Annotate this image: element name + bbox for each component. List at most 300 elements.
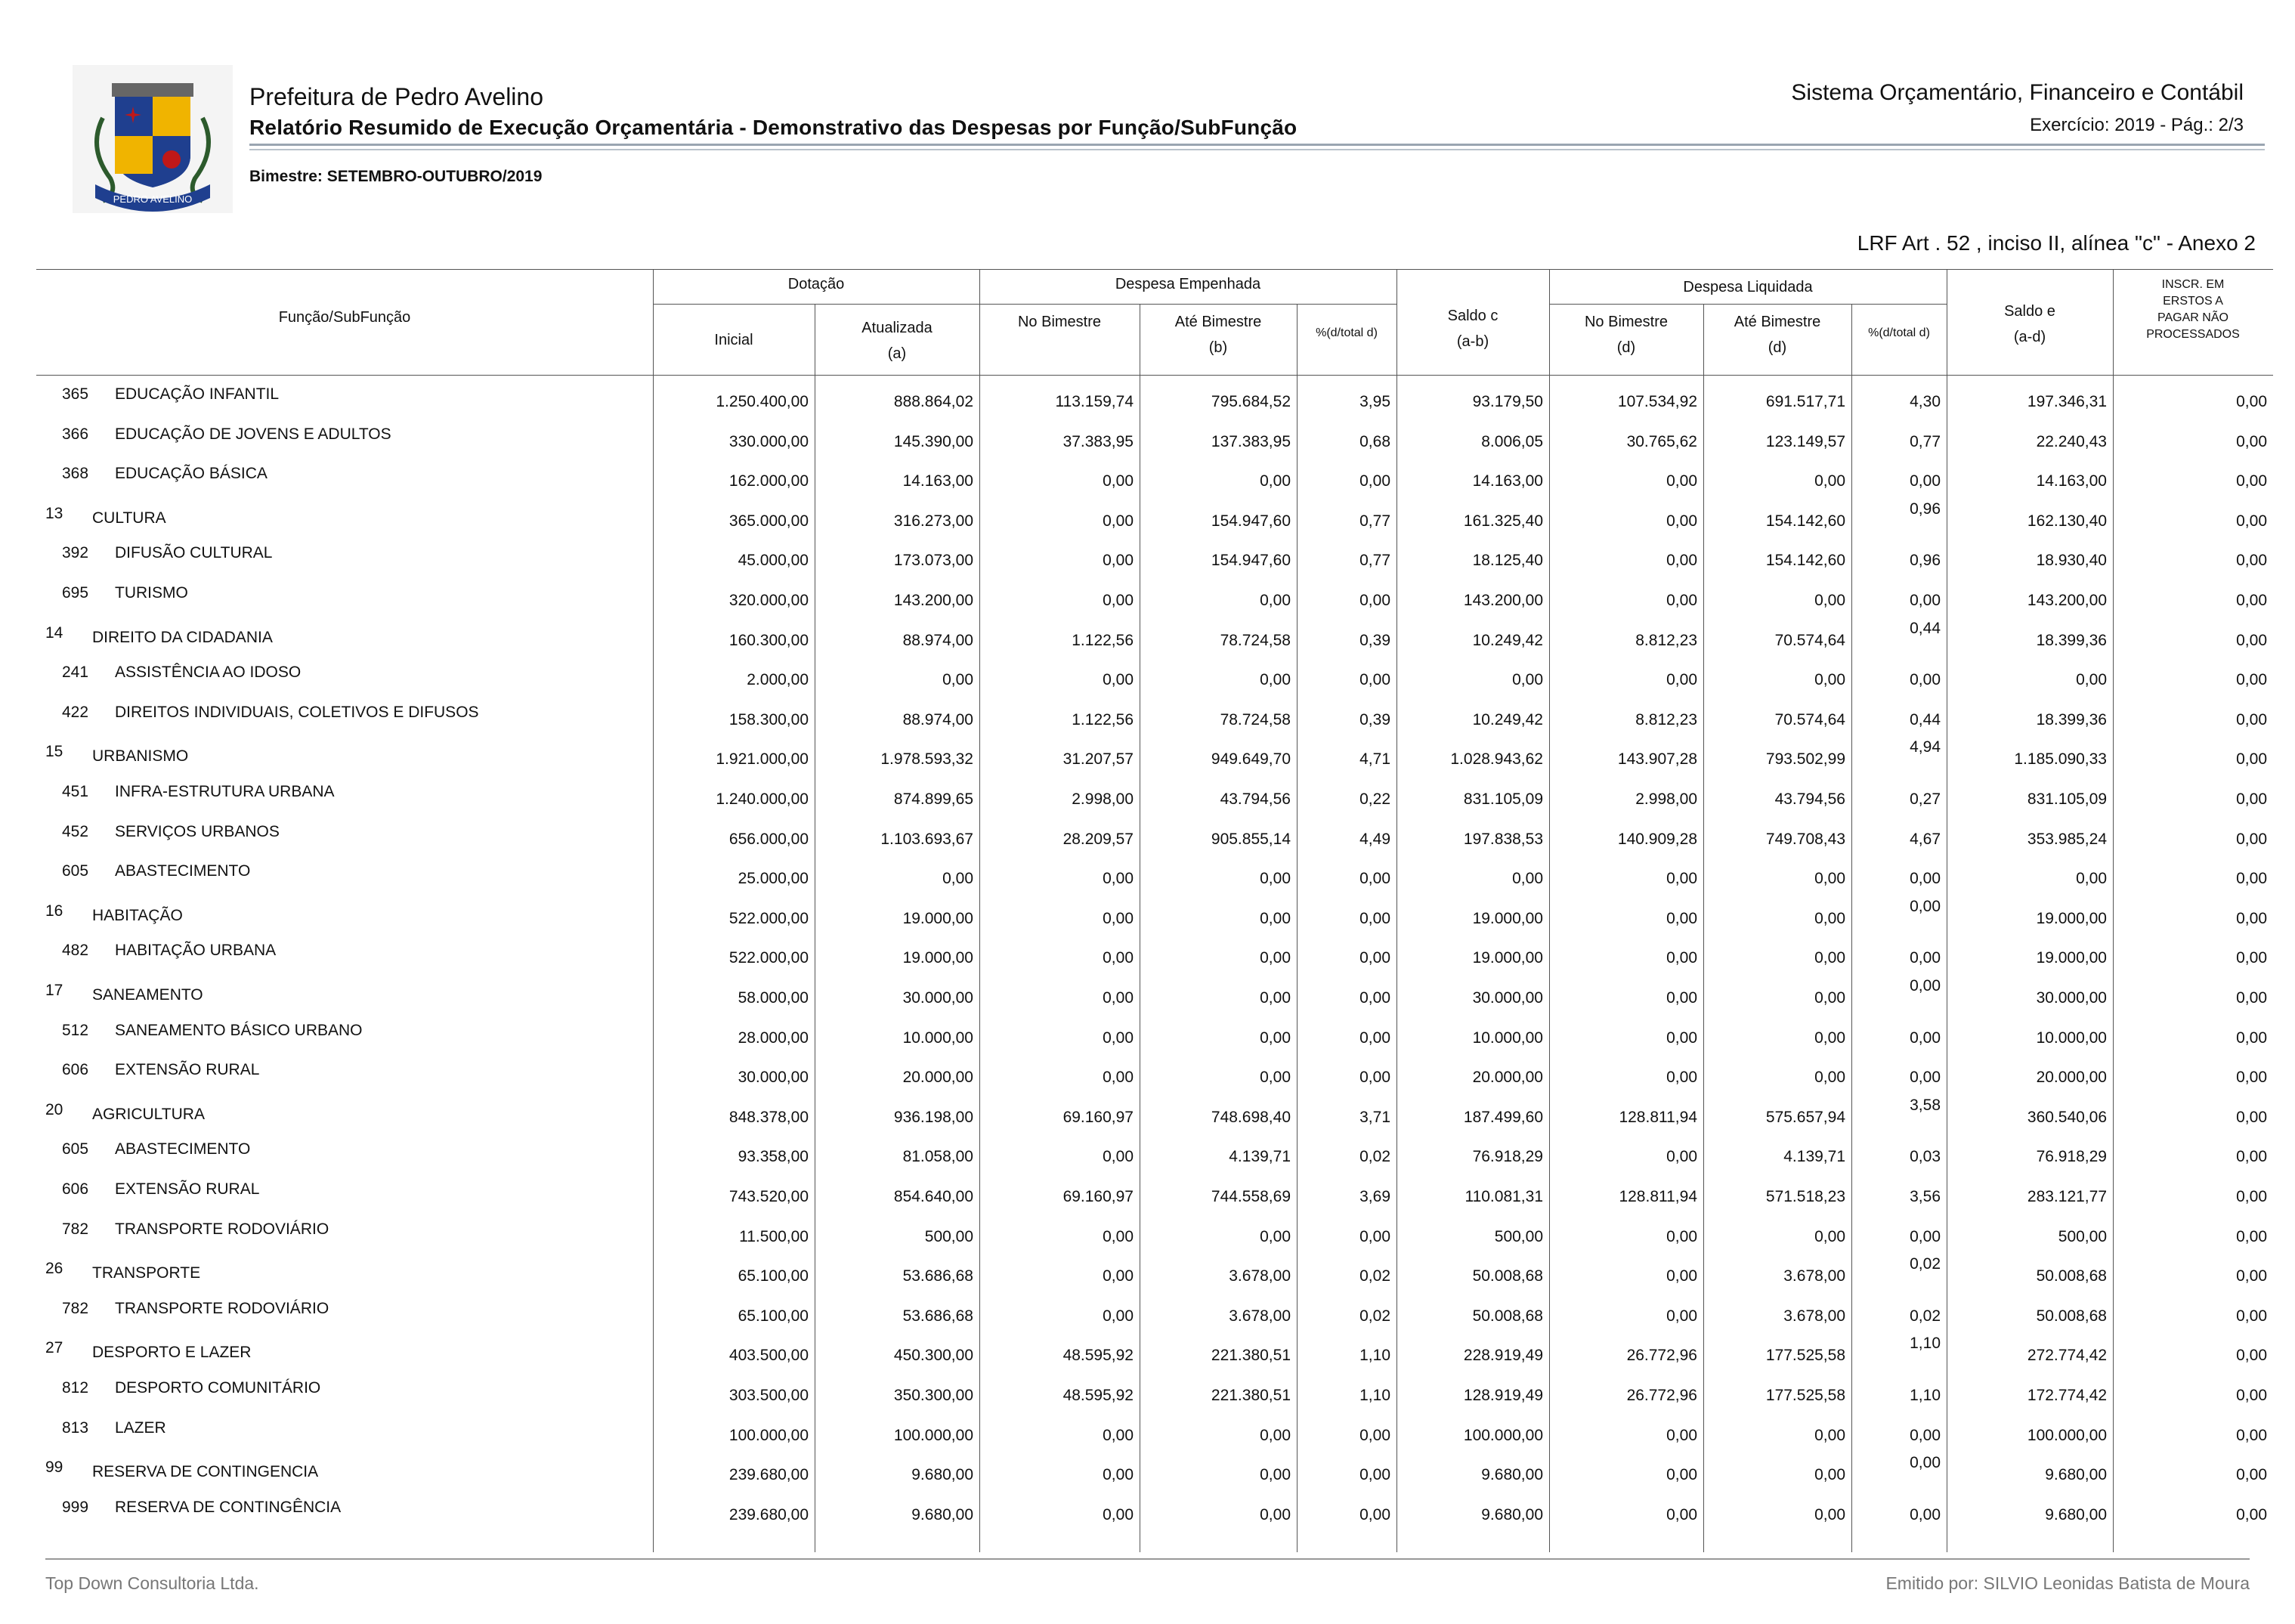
header-saldo-c-sub: (a-b): [1456, 333, 1489, 350]
cell-inscr-rp: 0,00: [2236, 711, 2267, 728]
cell-inscr-rp: 0,00: [2236, 1466, 2267, 1483]
header-emp-no-bimestre: No Bimestre: [1017, 314, 1102, 330]
cell-emp-ate-bimestre: 221.380,51: [1211, 1347, 1291, 1364]
cell-emp-ate-bimestre: 0,00: [1260, 1228, 1291, 1245]
cell-emp-ate-bimestre: 748.698,40: [1211, 1109, 1291, 1126]
cell-atualizada: 100.000,00: [893, 1427, 973, 1444]
cell-inicial: 239.680,00: [728, 1506, 809, 1523]
row-label: EXTENSÃO RURAL: [115, 1180, 260, 1198]
cell-inicial: 848.378,00: [728, 1109, 809, 1126]
cell-saldo-c: 100.000,00: [1463, 1427, 1543, 1444]
cell-liq-no-bimestre: 0,00: [1666, 552, 1697, 569]
cell-emp-pct: 0,68: [1359, 433, 1390, 450]
header-inscr-2: ERSTOS A: [2163, 295, 2223, 308]
footer-divider: [45, 1558, 2250, 1560]
cell-emp-pct: 0,39: [1359, 711, 1390, 728]
cell-liq-no-bimestre: 0,00: [1666, 949, 1697, 967]
cell-inicial: 65.100,00: [738, 1267, 809, 1285]
cell-emp-no-bimestre: 0,00: [1103, 1506, 1134, 1523]
cell-saldo-c: 0,00: [1512, 671, 1543, 688]
row-code: 695: [62, 584, 89, 602]
cell-liq-ate-bimestre: 0,00: [1814, 949, 1845, 967]
subfuncao-row: [36, 465, 2273, 500]
row-code: 451: [62, 783, 89, 800]
cell-atualizada: 350.300,00: [893, 1387, 973, 1404]
cell-liq-no-bimestre: 0,00: [1666, 1466, 1697, 1483]
header-saldo-c: Saldo c: [1447, 308, 1499, 324]
legal-reference: LRF Art . 52 , inciso II, alínea "c" - Anexo 2: [1857, 231, 2256, 255]
row-label: EDUCAÇÃO INFANTIL: [115, 385, 280, 403]
cell-liq-no-bimestre: 0,00: [1666, 1267, 1697, 1285]
cell-inicial: 522.000,00: [728, 910, 809, 927]
row-label: URBANISMO: [92, 747, 189, 765]
cell-atualizada: 19.000,00: [902, 910, 973, 927]
cell-emp-no-bimestre: 48.595,92: [1062, 1347, 1134, 1364]
row-code: 14: [45, 624, 63, 642]
cell-saldo-e: 18.930,40: [2036, 552, 2107, 569]
cell-saldo-c: 19.000,00: [1472, 910, 1543, 927]
cell-inscr-rp: 0,00: [2236, 1267, 2267, 1285]
cell-saldo-c: 18.125,40: [1472, 552, 1543, 569]
cell-inicial: 58.000,00: [738, 989, 809, 1007]
cell-emp-ate-bimestre: 43.794,56: [1220, 790, 1291, 808]
cell-liq-ate-bimestre: 3.678,00: [1783, 1307, 1845, 1325]
row-code: 512: [62, 1022, 89, 1039]
cell-saldo-c: 20.000,00: [1472, 1069, 1543, 1086]
row-code: 392: [62, 544, 89, 561]
cell-liq-ate-bimestre: 0,00: [1814, 1069, 1845, 1086]
cell-atualizada: 450.300,00: [893, 1347, 973, 1364]
header-funcao: Função/SubFunção: [278, 309, 411, 326]
cell-atualizada: 173.073,00: [893, 552, 973, 569]
cell-liq-pct: 0,44: [1910, 620, 1941, 637]
cell-saldo-e: 162.130,40: [2027, 512, 2107, 530]
cell-atualizada: 0,00: [942, 870, 973, 887]
cell-inscr-rp: 0,00: [2236, 831, 2267, 848]
cell-saldo-e: 76.918,29: [2036, 1148, 2107, 1165]
header-liq-ate-sub: (d): [1768, 339, 1787, 356]
cell-saldo-c: 110.081,31: [1465, 1188, 1543, 1205]
header-saldo-e: Saldo e: [2004, 303, 2055, 320]
cell-saldo-e: 14.163,00: [2036, 472, 2107, 490]
row-code: 999: [62, 1499, 89, 1516]
cell-liq-ate-bimestre: 70.574,64: [1774, 711, 1845, 728]
cell-saldo-c: 10.249,42: [1472, 632, 1543, 649]
cell-saldo-e: 500,00: [2058, 1228, 2107, 1245]
cell-saldo-e: 19.000,00: [2036, 910, 2107, 927]
row-label: ABASTECIMENTO: [115, 862, 251, 880]
cell-emp-no-bimestre: 37.383,95: [1062, 433, 1134, 450]
cell-emp-ate-bimestre: 0,00: [1260, 592, 1291, 609]
cell-saldo-c: 19.000,00: [1472, 949, 1543, 967]
empenhada-subheader-line: [979, 304, 1396, 305]
row-code: 15: [45, 743, 63, 760]
row-code: 606: [62, 1061, 89, 1078]
row-label: SANEAMENTO: [92, 986, 203, 1004]
cell-saldo-c: 228.919,49: [1463, 1347, 1543, 1364]
row-code: 813: [62, 1419, 89, 1437]
row-code: 27: [45, 1339, 63, 1356]
cell-atualizada: 20.000,00: [902, 1069, 973, 1086]
cell-liq-ate-bimestre: 154.142,60: [1765, 512, 1845, 530]
cell-saldo-e: 197.346,31: [2027, 393, 2107, 410]
cell-liq-pct: 0,00: [1910, 1427, 1941, 1444]
row-code: 26: [45, 1260, 63, 1277]
cell-liq-ate-bimestre: 691.517,71: [1765, 393, 1845, 410]
cell-emp-pct: 0,00: [1359, 989, 1390, 1007]
subfuncao-row: [36, 942, 2273, 976]
footer-company: Top Down Consultoria Ltda.: [45, 1573, 259, 1593]
row-code: 605: [62, 1140, 89, 1158]
cell-liq-ate-bimestre: 3.678,00: [1783, 1267, 1845, 1285]
cell-emp-ate-bimestre: 0,00: [1260, 989, 1291, 1007]
cell-atualizada: 0,00: [942, 671, 973, 688]
cell-emp-pct: 0,39: [1359, 632, 1390, 649]
cell-inicial: 1.240.000,00: [716, 790, 809, 808]
funcao-row: [36, 1255, 2273, 1295]
cell-inscr-rp: 0,00: [2236, 870, 2267, 887]
cell-liq-pct: 4,30: [1910, 393, 1941, 410]
cell-inscr-rp: 0,00: [2236, 790, 2267, 808]
cell-emp-ate-bimestre: 0,00: [1260, 1466, 1291, 1483]
cell-inicial: 25.000,00: [738, 870, 809, 887]
cell-liq-ate-bimestre: 0,00: [1814, 910, 1845, 927]
cell-inscr-rp: 0,00: [2236, 949, 2267, 967]
row-label: HABITAÇÃO: [92, 907, 183, 924]
header-emp-ate-sub: (b): [1208, 339, 1228, 356]
cell-inicial: 1.921.000,00: [716, 750, 809, 768]
cell-liq-no-bimestre: 0,00: [1666, 1427, 1697, 1444]
cell-atualizada: 936.198,00: [893, 1109, 973, 1126]
row-code: 365: [62, 385, 89, 403]
cell-inicial: 93.358,00: [738, 1148, 809, 1165]
cell-emp-pct: 0,02: [1359, 1267, 1390, 1285]
cell-atualizada: 143.200,00: [893, 592, 973, 609]
cell-atualizada: 145.390,00: [893, 433, 973, 450]
cell-emp-no-bimestre: 1.122,56: [1072, 711, 1134, 728]
cell-liq-pct: 4,94: [1910, 738, 1941, 756]
cell-saldo-e: 10.000,00: [2036, 1029, 2107, 1047]
subfuncao-row: [36, 385, 2273, 420]
cell-liq-no-bimestre: 0,00: [1666, 592, 1697, 609]
cell-inscr-rp: 0,00: [2236, 512, 2267, 530]
funcao-row: [36, 500, 2273, 540]
cell-liq-ate-bimestre: 43.794,56: [1774, 790, 1845, 808]
cell-liq-pct: 0,00: [1910, 1454, 1941, 1471]
cell-emp-no-bimestre: 113.159,74: [1055, 393, 1134, 410]
exercise-page-info: Exercício: 2019 - Pág.: 2/3: [2030, 115, 2244, 135]
subfuncao-row: [36, 704, 2273, 738]
cell-emp-pct: 0,00: [1359, 671, 1390, 688]
header-divider-secondary: [249, 149, 2265, 150]
cell-atualizada: 88.974,00: [902, 632, 973, 649]
cell-emp-pct: 0,02: [1359, 1148, 1390, 1165]
cell-inicial: 2.000,00: [747, 671, 809, 688]
cell-inscr-rp: 0,00: [2236, 910, 2267, 927]
footer-issuer: Emitido por: SILVIO Leonidas Batista de Moura: [1885, 1573, 2250, 1593]
cell-saldo-e: 100.000,00: [2027, 1427, 2107, 1444]
cell-liq-pct: 0,27: [1910, 790, 1941, 808]
row-code: 782: [62, 1220, 89, 1238]
cell-emp-ate-bimestre: 0,00: [1260, 472, 1291, 490]
cell-emp-no-bimestre: 0,00: [1103, 472, 1134, 490]
cell-inscr-rp: 0,00: [2236, 1347, 2267, 1364]
cell-emp-ate-bimestre: 221.380,51: [1211, 1387, 1291, 1404]
cell-emp-ate-bimestre: 137.383,95: [1211, 433, 1291, 450]
row-label: AGRICULTURA: [92, 1106, 205, 1123]
cell-saldo-e: 0,00: [2076, 870, 2107, 887]
subfuncao-row: [36, 1300, 2273, 1335]
cell-liq-ate-bimestre: 0,00: [1814, 1029, 1845, 1047]
cell-emp-ate-bimestre: 78.724,58: [1220, 632, 1291, 649]
cell-emp-no-bimestre: 0,00: [1103, 1466, 1134, 1483]
cell-emp-pct: 4,49: [1359, 831, 1390, 848]
cell-liq-ate-bimestre: 0,00: [1814, 671, 1845, 688]
row-code: 812: [62, 1379, 89, 1397]
cell-liq-ate-bimestre: 123.149,57: [1765, 433, 1845, 450]
report-title: Relatório Resumido de Execução Orçamentária - Demonstrativo das Despesas por Função/SubFunção: [249, 116, 1298, 139]
cell-liq-no-bimestre: 140.909,28: [1617, 831, 1697, 848]
cell-liq-no-bimestre: 0,00: [1666, 989, 1697, 1007]
funcao-row: [36, 620, 2273, 659]
cell-emp-no-bimestre: 0,00: [1103, 592, 1134, 609]
row-label: RESERVA DE CONTINGENCIA: [92, 1463, 319, 1480]
cell-atualizada: 1.978.593,32: [880, 750, 973, 768]
cell-emp-ate-bimestre: 0,00: [1260, 671, 1291, 688]
row-label: EXTENSÃO RURAL: [115, 1061, 260, 1078]
cell-emp-no-bimestre: 0,00: [1103, 949, 1134, 967]
subfuncao-row: [36, 664, 2273, 698]
cell-emp-ate-bimestre: 949.649,70: [1211, 750, 1291, 768]
cell-inicial: 320.000,00: [728, 592, 809, 609]
cell-saldo-e: 18.399,36: [2036, 711, 2107, 728]
row-label: EDUCAÇÃO DE JOVENS E ADULTOS: [115, 425, 391, 443]
row-code: 606: [62, 1180, 89, 1198]
cell-liq-pct: 0,00: [1910, 592, 1941, 609]
cell-liq-ate-bimestre: 749.708,43: [1765, 831, 1845, 848]
cell-saldo-c: 10.249,42: [1472, 711, 1543, 728]
cell-atualizada: 9.680,00: [911, 1506, 973, 1523]
row-label: TRANSPORTE RODOVIÁRIO: [115, 1300, 329, 1317]
row-code: 16: [45, 902, 63, 920]
cell-liq-ate-bimestre: 571.518,23: [1765, 1188, 1845, 1205]
cell-emp-no-bimestre: 0,00: [1103, 552, 1134, 569]
cell-emp-no-bimestre: 0,00: [1103, 671, 1134, 688]
cell-saldo-e: 20.000,00: [2036, 1069, 2107, 1086]
cell-emp-no-bimestre: 31.207,57: [1062, 750, 1134, 768]
cell-emp-ate-bimestre: 0,00: [1260, 1069, 1291, 1086]
cell-emp-pct: 3,69: [1359, 1188, 1390, 1205]
cell-inicial: 45.000,00: [738, 552, 809, 569]
cell-liq-pct: 0,00: [1910, 1228, 1941, 1245]
cell-emp-no-bimestre: 1.122,56: [1072, 632, 1134, 649]
cell-inicial: 522.000,00: [728, 949, 809, 967]
cell-saldo-e: 9.680,00: [2045, 1506, 2107, 1523]
cell-liq-ate-bimestre: 154.142,60: [1765, 552, 1845, 569]
cell-liq-pct: 0,02: [1910, 1307, 1941, 1325]
cell-liq-no-bimestre: 0,00: [1666, 472, 1697, 490]
cell-inscr-rp: 0,00: [2236, 1069, 2267, 1086]
cell-atualizada: 874.899,65: [893, 790, 973, 808]
row-code: 20: [45, 1101, 63, 1118]
cell-liq-pct: 1,10: [1910, 1335, 1941, 1352]
row-label: TRANSPORTE: [92, 1264, 201, 1282]
cell-liq-no-bimestre: 0,00: [1666, 1307, 1697, 1325]
row-code: 17: [45, 982, 63, 999]
cell-liq-no-bimestre: 0,00: [1666, 910, 1697, 927]
cell-saldo-e: 360.540,06: [2027, 1109, 2107, 1126]
funcao-row: [36, 738, 2273, 778]
header-emp-pct: %(d/total d): [1316, 326, 1378, 339]
cell-emp-no-bimestre: 69.160,97: [1062, 1109, 1134, 1126]
header-inscr-4: PROCESSADOS: [2146, 328, 2240, 341]
cell-inicial: 1.250.400,00: [716, 393, 809, 410]
funcao-row: [36, 977, 2273, 1016]
cell-saldo-c: 8.006,05: [1481, 433, 1543, 450]
cell-liq-no-bimestre: 0,00: [1666, 1029, 1697, 1047]
subfuncao-row: [36, 1220, 2273, 1255]
row-code: 782: [62, 1300, 89, 1317]
cell-saldo-e: 22.240,43: [2036, 433, 2107, 450]
cell-atualizada: 888.864,02: [893, 393, 973, 410]
cell-atualizada: 9.680,00: [911, 1466, 973, 1483]
subfuncao-row: [36, 1419, 2273, 1454]
header-liq-no-sub: (d): [1616, 339, 1636, 356]
cell-saldo-e: 50.008,68: [2036, 1267, 2107, 1285]
cell-saldo-c: 831.105,09: [1463, 790, 1543, 808]
cell-emp-ate-bimestre: 4.139,71: [1229, 1148, 1291, 1165]
cell-saldo-c: 0,00: [1512, 870, 1543, 887]
cell-saldo-e: 353.985,24: [2027, 831, 2107, 848]
row-code: 452: [62, 823, 89, 840]
cell-inscr-rp: 0,00: [2236, 989, 2267, 1007]
cell-atualizada: 10.000,00: [902, 1029, 973, 1047]
cell-emp-ate-bimestre: 3.678,00: [1229, 1267, 1291, 1285]
cell-inicial: 239.680,00: [728, 1466, 809, 1483]
cell-liq-no-bimestre: 107.534,92: [1617, 393, 1697, 410]
subfuncao-row: [36, 1499, 2273, 1533]
cell-inscr-rp: 0,00: [2236, 393, 2267, 410]
subfuncao-row: [36, 1379, 2273, 1414]
header-atualizada-sub: (a): [887, 345, 907, 362]
cell-liq-pct: 0,44: [1910, 711, 1941, 728]
cell-emp-no-bimestre: 0,00: [1103, 870, 1134, 887]
cell-inicial: 11.500,00: [739, 1228, 809, 1245]
cell-liq-no-bimestre: 30.765,62: [1626, 433, 1697, 450]
cell-saldo-c: 187.499,60: [1463, 1109, 1543, 1126]
cell-emp-no-bimestre: 69.160,97: [1062, 1188, 1134, 1205]
header-inicial: Inicial: [714, 332, 753, 348]
cell-liq-no-bimestre: 128.811,94: [1619, 1109, 1697, 1126]
cell-saldo-e: 50.008,68: [2036, 1307, 2107, 1325]
cell-liq-no-bimestre: 0,00: [1666, 1148, 1697, 1165]
cell-liq-ate-bimestre: 0,00: [1814, 989, 1845, 1007]
cell-liq-ate-bimestre: 0,00: [1814, 592, 1845, 609]
subfuncao-row: [36, 584, 2273, 619]
cell-saldo-c: 10.000,00: [1472, 1029, 1543, 1047]
cell-emp-ate-bimestre: 0,00: [1260, 949, 1291, 967]
cell-atualizada: 14.163,00: [902, 472, 973, 490]
cell-liq-ate-bimestre: 0,00: [1814, 1427, 1845, 1444]
cell-inscr-rp: 0,00: [2236, 671, 2267, 688]
row-label: DIREITOS INDIVIDUAIS, COLETIVOS E DIFUSOS: [115, 704, 479, 721]
cell-saldo-e: 831.105,09: [2027, 790, 2107, 808]
cell-liq-pct: 0,96: [1910, 500, 1941, 518]
cell-liq-no-bimestre: 0,00: [1666, 1069, 1697, 1086]
cell-emp-pct: 0,00: [1359, 1427, 1390, 1444]
cell-emp-ate-bimestre: 0,00: [1260, 870, 1291, 887]
cell-liq-no-bimestre: 0,00: [1666, 1506, 1697, 1523]
cell-liq-no-bimestre: 26.772,96: [1626, 1347, 1697, 1364]
cell-saldo-c: 128.919,49: [1463, 1387, 1543, 1404]
cell-saldo-e: 272.774,42: [2027, 1347, 2107, 1364]
row-label: ABASTECIMENTO: [115, 1140, 251, 1158]
cell-emp-no-bimestre: 0,00: [1103, 512, 1134, 530]
header-dotacao: Dotação: [787, 276, 845, 292]
subfuncao-row: [36, 1140, 2273, 1175]
cell-atualizada: 53.686,68: [902, 1307, 973, 1325]
cell-emp-pct: 0,00: [1359, 910, 1390, 927]
cell-atualizada: 19.000,00: [902, 949, 973, 967]
cell-saldo-e: 9.680,00: [2045, 1466, 2107, 1483]
cell-emp-pct: 1,10: [1359, 1387, 1390, 1404]
cell-atualizada: 1.103.693,67: [880, 831, 973, 848]
municipal-coat-of-arms: [73, 65, 233, 213]
row-label: DESPORTO COMUNITÁRIO: [115, 1379, 321, 1397]
funcao-row: [36, 1097, 2273, 1136]
cell-emp-pct: 1,10: [1359, 1347, 1390, 1364]
cell-saldo-c: 143.200,00: [1463, 592, 1543, 609]
table-header-bottom-border: [36, 375, 2273, 376]
cell-saldo-e: 19.000,00: [2036, 949, 2107, 967]
cell-emp-no-bimestre: 0,00: [1103, 1427, 1134, 1444]
cell-liq-pct: 0,00: [1910, 977, 1941, 995]
cell-saldo-e: 172.774,42: [2027, 1387, 2107, 1404]
cell-emp-no-bimestre: 0,00: [1103, 1267, 1134, 1285]
cell-liq-pct: 1,10: [1910, 1387, 1941, 1404]
header-liq-no-bimestre: No Bimestre: [1584, 314, 1669, 330]
system-name: Sistema Orçamentário, Financeiro e Contábil: [1791, 80, 2244, 105]
cell-liq-ate-bimestre: 575.657,94: [1765, 1109, 1845, 1126]
expenses-table: [36, 269, 2273, 1552]
cell-liq-ate-bimestre: 0,00: [1814, 1506, 1845, 1523]
cell-inicial: 403.500,00: [728, 1347, 809, 1364]
cell-saldo-e: 0,00: [2076, 671, 2107, 688]
cell-inscr-rp: 0,00: [2236, 1307, 2267, 1325]
cell-emp-pct: 0,00: [1359, 1466, 1390, 1483]
cell-inscr-rp: 0,00: [2236, 1109, 2267, 1126]
row-code: 99: [45, 1459, 63, 1476]
row-label: TURISMO: [115, 584, 188, 602]
cell-emp-no-bimestre: 0,00: [1103, 1228, 1134, 1245]
header-inscr-3: PAGAR NÃO: [2157, 311, 2229, 324]
cell-saldo-c: 197.838,53: [1463, 831, 1543, 848]
cell-emp-no-bimestre: 0,00: [1103, 910, 1134, 927]
funcao-row: [36, 1454, 2273, 1493]
cell-liq-pct: 0,02: [1910, 1255, 1941, 1273]
dotacao-subheader-line: [653, 304, 979, 305]
cell-emp-pct: 3,71: [1359, 1109, 1390, 1126]
cell-atualizada: 316.273,00: [893, 512, 973, 530]
cell-emp-ate-bimestre: 3.678,00: [1229, 1307, 1291, 1325]
row-label: TRANSPORTE RODOVIÁRIO: [115, 1220, 329, 1238]
row-label: DIFUSÃO CULTURAL: [115, 544, 273, 561]
cell-emp-pct: 0,00: [1359, 592, 1390, 609]
subfuncao-row: [36, 783, 2273, 818]
cell-inscr-rp: 0,00: [2236, 1228, 2267, 1245]
cell-emp-pct: 0,22: [1359, 790, 1390, 808]
cell-emp-ate-bimestre: 905.855,14: [1211, 831, 1291, 848]
